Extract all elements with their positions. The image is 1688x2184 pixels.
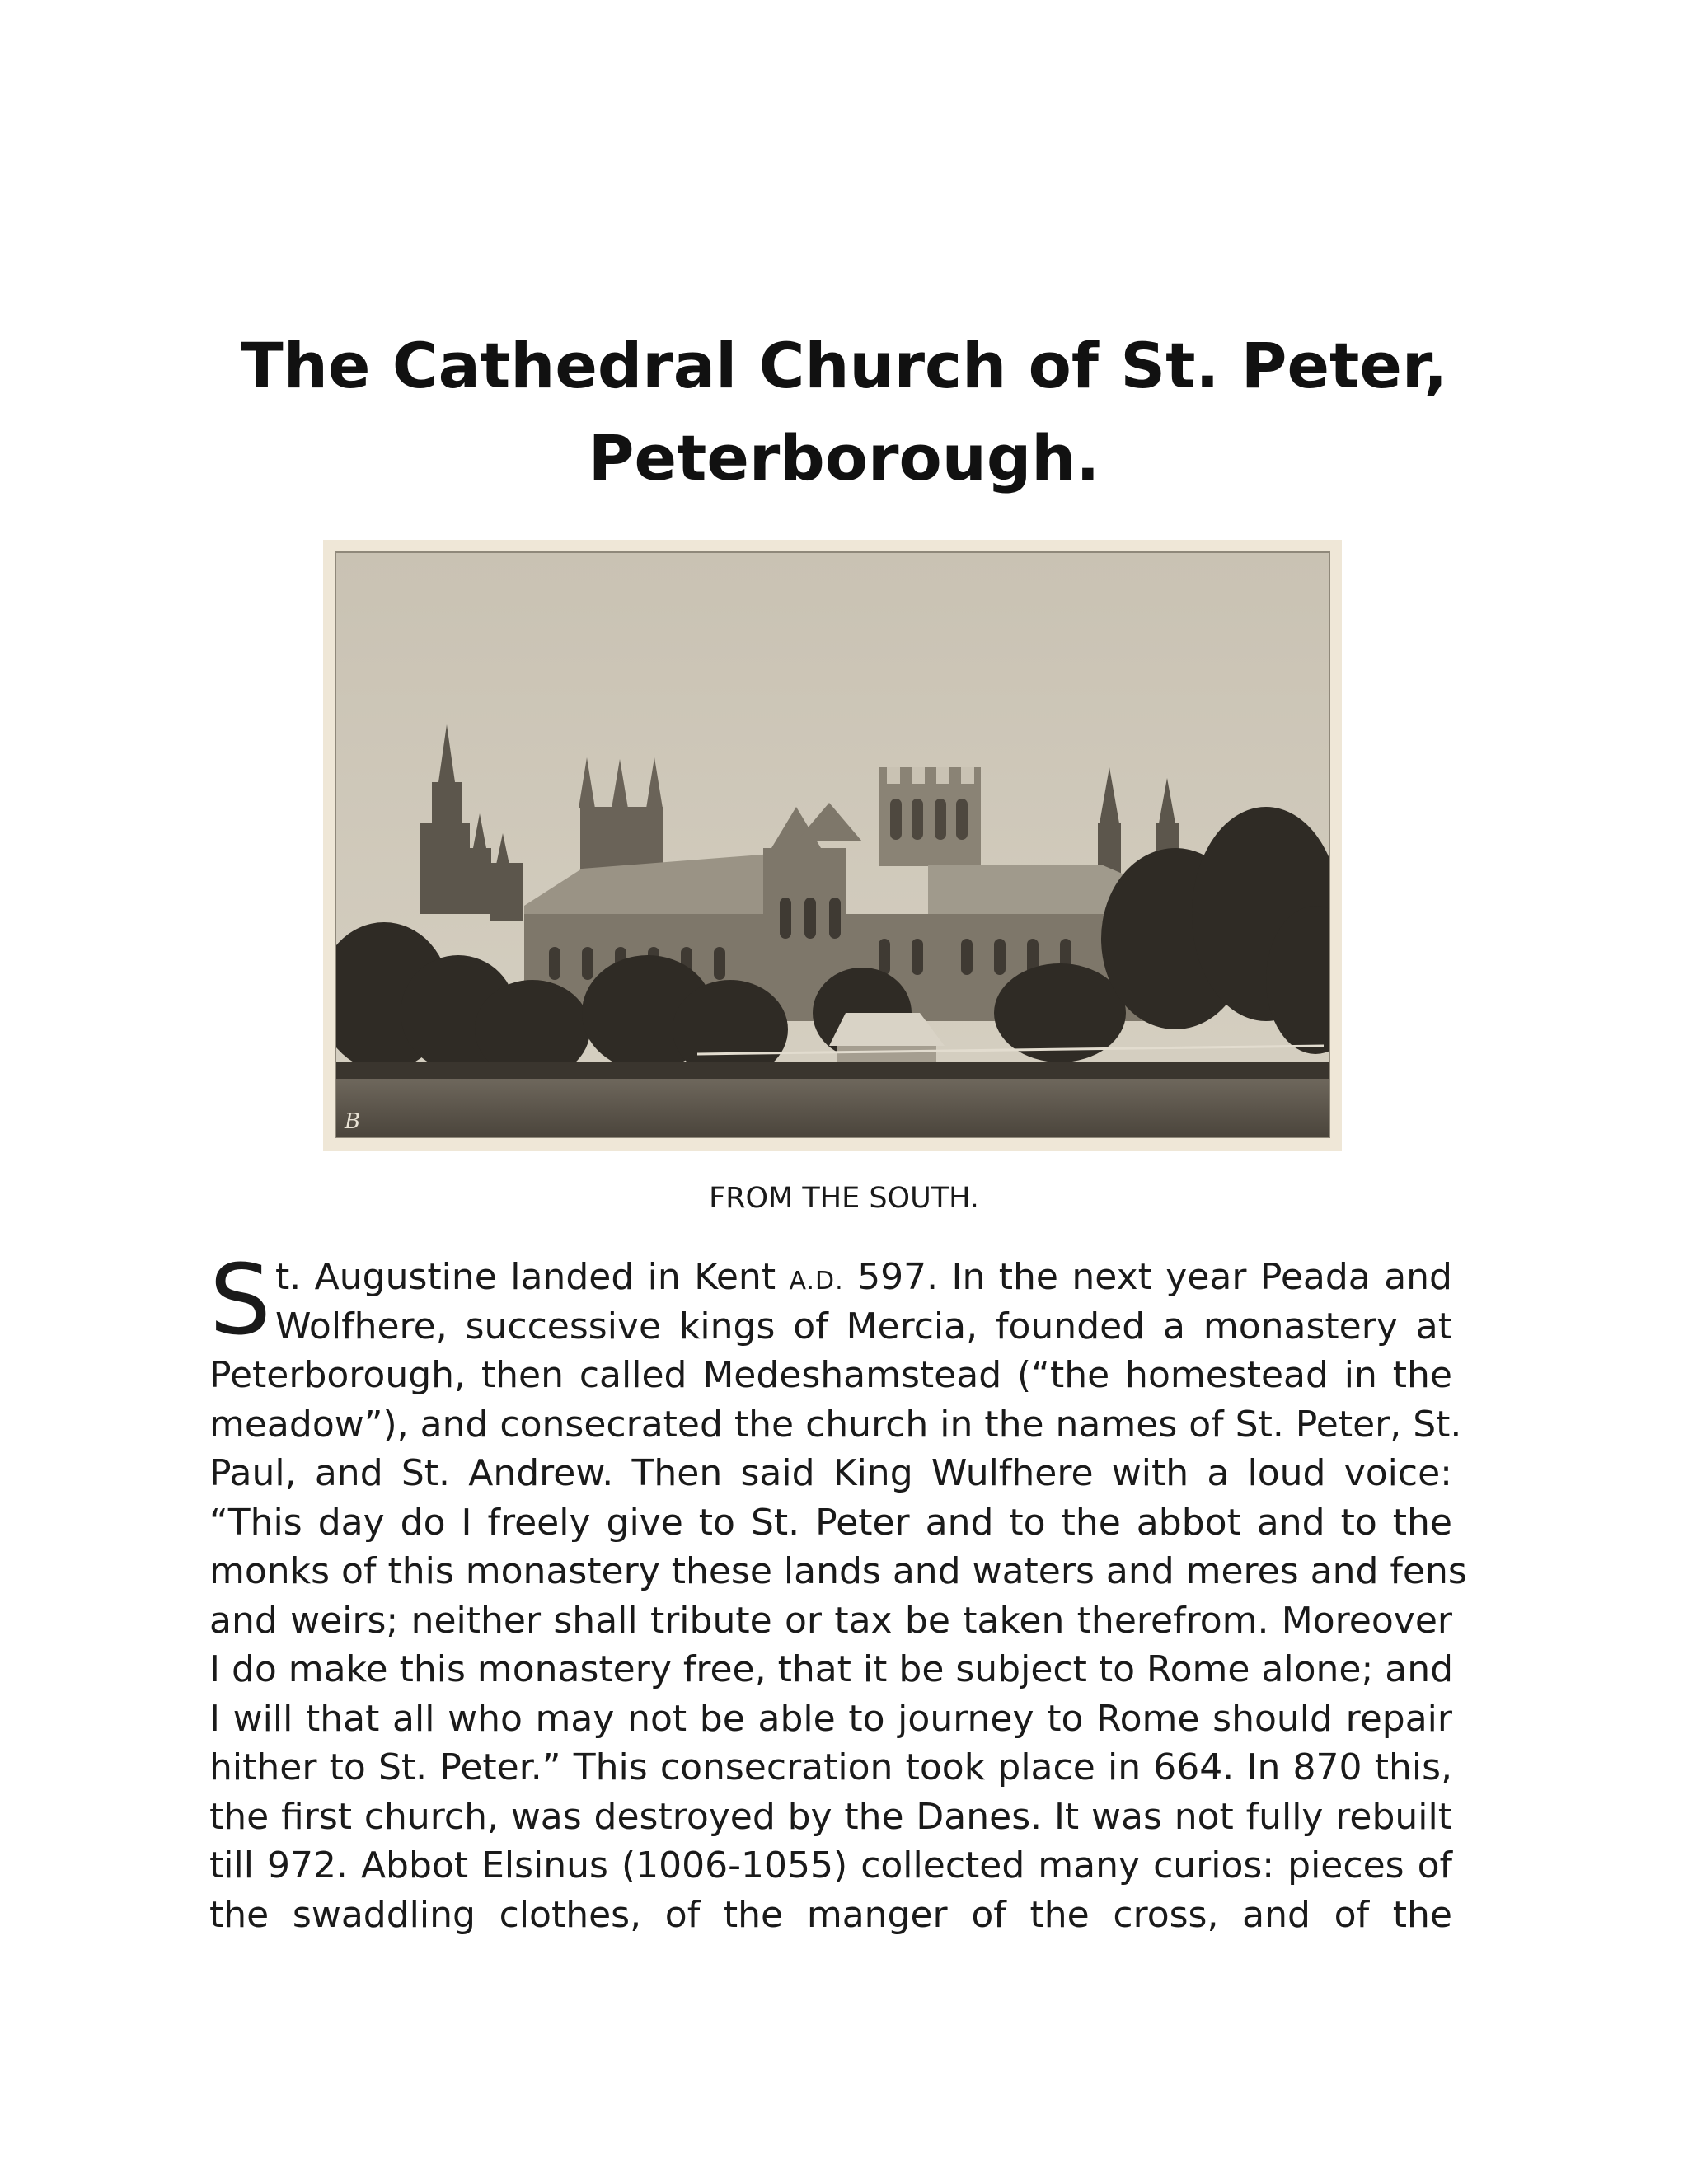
title-line-1: The Cathedral Church of St. Peter,: [240, 329, 1448, 402]
paragraph-line-10: I will that all who may not be able to journey to Rome should repair: [209, 1697, 1452, 1740]
paragraph-line-8: and weirs; neither shall tribute or tax be taken therefrom. Moreover: [209, 1599, 1452, 1642]
paragraph-line-3: Peterborough, then called Medeshamstead (“the homestead in the: [209, 1354, 1452, 1396]
era-abbreviation: A.D.: [789, 1267, 844, 1296]
cathedral-engraving: [335, 551, 1330, 1138]
lantern-tower: [879, 767, 981, 866]
engraver-mark: B: [345, 1109, 361, 1134]
paragraph-line-4: meadow”), and consecrated the church in the names of St. Peter, St.: [209, 1403, 1462, 1446]
paragraph-line-1: t. Augustine landed in Kent A.D. 597. In the next year Peada and: [275, 1256, 1452, 1298]
paragraph-line-11: hither to St. Peter.” This consecration took place in 664. In 870 this,: [209, 1746, 1452, 1788]
cathedral-illustration: [323, 540, 1342, 1151]
body-paragraph: [209, 1243, 1467, 1939]
paragraph-line-5: Paul, and St. Andrew. Then said King Wulfhere with a loud voice:: [209, 1452, 1452, 1494]
illustration-caption: FROM THE SOUTH.: [709, 1182, 979, 1215]
drop-cap: S: [209, 1243, 271, 1357]
title-line-2: Peterborough.: [588, 421, 1100, 494]
paragraph-line-9: I do make this monastery free, that it be subject to Rome alone; and: [209, 1648, 1454, 1690]
paragraph-line-13: till 972. Abbot Elsinus (1006-1055) collected many curios: pieces of: [209, 1844, 1452, 1886]
paragraph-line-12: the first church, was destroyed by the Danes. It was not fully rebuilt: [209, 1795, 1452, 1838]
paragraph-line-7: monks of this monastery these lands and waters and meres and fens: [209, 1550, 1467, 1592]
paragraph-line-2: Wolfhere, successive kings of Mercia, founded a monastery at: [275, 1305, 1452, 1347]
meadow: [335, 1079, 1330, 1138]
paragraph-line-14: the swaddling clothes, of the manger of the cross, and of the: [209, 1893, 1452, 1936]
paragraph-line-6: “This day do I freely give to St. Peter and to the abbot and to the: [209, 1501, 1452, 1544]
page-title: [165, 320, 1523, 504]
